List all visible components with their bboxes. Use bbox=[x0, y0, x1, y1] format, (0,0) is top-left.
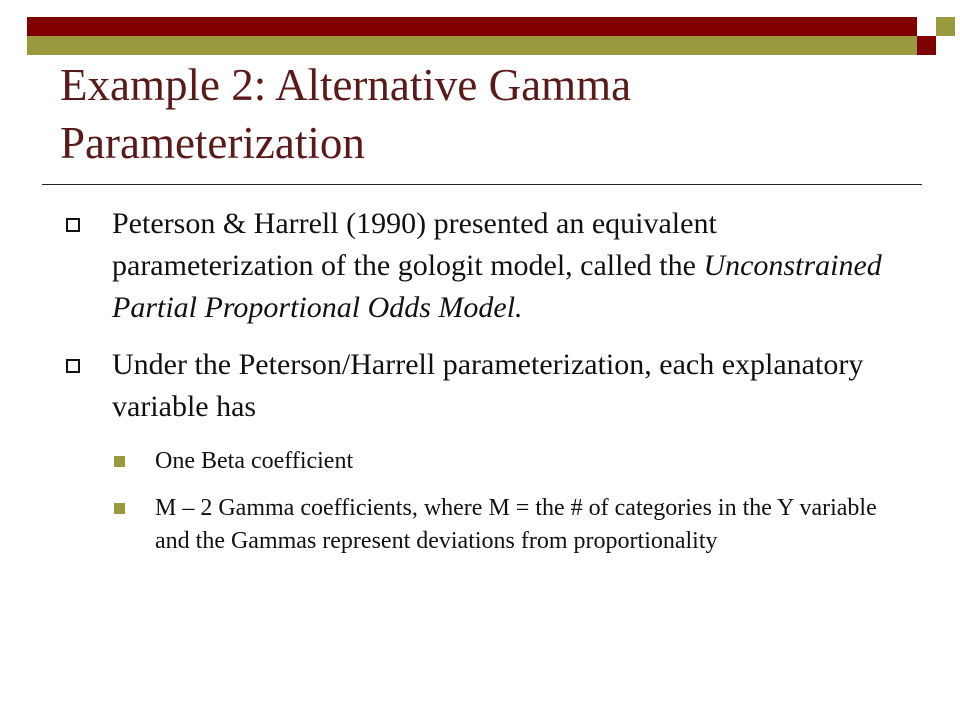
slide-title-line-2: Parameterization bbox=[60, 118, 365, 168]
slide-title bbox=[60, 56, 920, 172]
bullet-2 bbox=[112, 344, 892, 428]
bullet-2-text: Under the Peterson/Harrell parameterization, each explanatory variable has bbox=[112, 348, 864, 423]
header-square-white-bottom bbox=[936, 36, 955, 55]
header-square-white bbox=[917, 17, 936, 36]
slide-title-line-1: Example 2: Alternative Gamma bbox=[60, 60, 632, 110]
header-square-maroon bbox=[917, 36, 936, 55]
sub-bullet-2-marker bbox=[114, 503, 125, 514]
sub-bullet-1-text: One Beta coefficient bbox=[155, 448, 354, 474]
bullet-1-italic-text: Unconstrained Partial Proportional Odds Model. bbox=[112, 249, 882, 324]
sub-bullet-1 bbox=[155, 445, 905, 478]
bullet-1-text: Peterson & Harrell (1990) presented an equivalent parameterization of the gologit model, called the bbox=[112, 207, 717, 282]
sub-bullet-1-marker bbox=[114, 456, 125, 467]
header-bar-maroon bbox=[27, 17, 936, 36]
sub-bullet-2 bbox=[155, 492, 905, 558]
header-bar-olive bbox=[27, 36, 936, 55]
sub-bullet-2-text: M – 2 Gamma coefficients, where M = the # of categories in the Y variable and the Gammas represent deviations from proportionality bbox=[155, 495, 877, 554]
bullet-1 bbox=[112, 203, 892, 329]
title-divider bbox=[42, 184, 922, 185]
bullet-2-marker bbox=[66, 359, 80, 373]
bullet-1-marker bbox=[66, 218, 80, 232]
header-square-olive-top bbox=[936, 17, 955, 36]
